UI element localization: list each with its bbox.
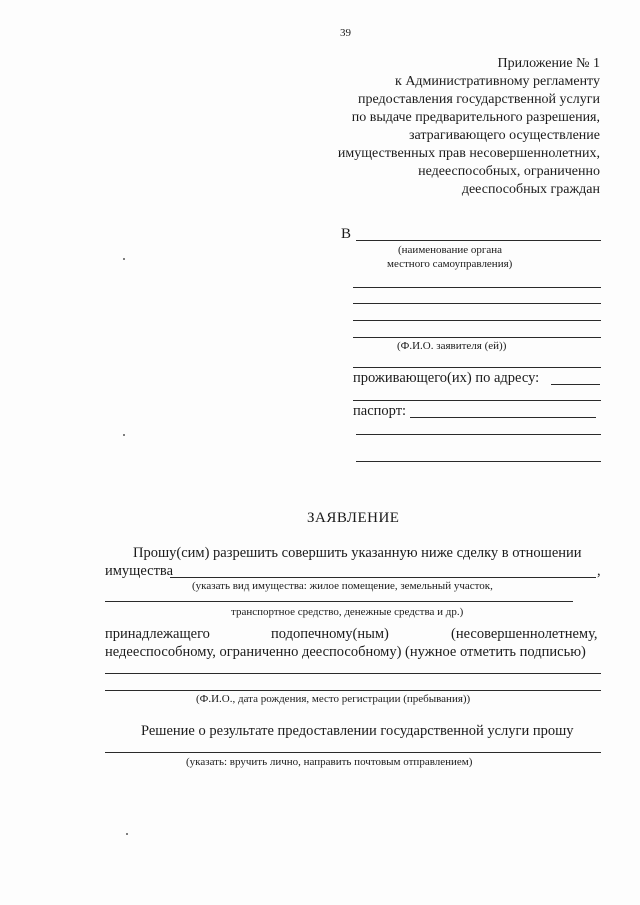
ward-line[interactable] xyxy=(105,690,601,691)
address-label: проживающего(их) по адресу: xyxy=(353,370,540,386)
decision-hint: (указать: вручить лично, направить почтовым отправлением) xyxy=(186,756,473,768)
passport-label: паспорт: xyxy=(353,403,407,419)
passport-line[interactable] xyxy=(356,434,601,435)
fio-line[interactable] xyxy=(353,320,601,321)
request-line: Прошу(сим) разрешить совершить указанную ниже сделку в отношении xyxy=(133,545,582,561)
property-hint: (указать вид имущества: жилое помещение, земельный участок, xyxy=(192,580,493,592)
appendix-line: затрагивающего осуществление xyxy=(409,128,600,143)
organ-line[interactable] xyxy=(356,240,601,241)
fio-hint: (Ф.И.О. заявителя (ей)) xyxy=(397,340,507,352)
decision-line: Решение о результате предоставлении государственной услуги прошу xyxy=(141,723,574,739)
fio-line[interactable] xyxy=(353,367,601,368)
ward-hint: (Ф.И.О., дата рождения, место регистрации (пребывания)) xyxy=(196,693,471,705)
fio-line[interactable] xyxy=(353,337,601,338)
page-number: 39 xyxy=(340,27,351,39)
property-line[interactable] xyxy=(105,601,573,602)
decision-line-blank[interactable] xyxy=(105,752,601,753)
appendix-line: имущественных прав несовершеннолетних, xyxy=(337,146,600,161)
fio-line[interactable] xyxy=(353,287,601,288)
appendix-line: предоставления государственной услуги xyxy=(358,92,600,107)
appendix-line: недееспособных, ограниченно xyxy=(418,164,600,179)
appendix-line: к Административному регламенту xyxy=(395,74,600,89)
ward-line[interactable] xyxy=(105,673,601,674)
organ-hint: (наименование органа xyxy=(398,244,503,256)
property-hint: транспортное средство, денежные средства и др.) xyxy=(231,606,464,618)
scan-speck xyxy=(123,258,125,260)
appendix-line: дееспособных граждан xyxy=(461,182,600,197)
property-line[interactable] xyxy=(170,577,596,578)
address-line[interactable] xyxy=(353,400,601,401)
fio-line[interactable] xyxy=(353,303,601,304)
scan-speck xyxy=(126,833,128,835)
statement-title: ЗАЯВЛЕНИЕ xyxy=(307,510,400,526)
to-prefix: В xyxy=(341,226,352,242)
owner-word: подопечному(ным) xyxy=(271,626,389,642)
address-line[interactable] xyxy=(551,384,600,385)
property-label: имущества xyxy=(105,563,174,579)
passport-line[interactable] xyxy=(410,417,596,418)
organ-hint: местного самоуправления) xyxy=(387,258,513,270)
passport-line[interactable] xyxy=(356,461,601,462)
appendix-title: Приложение № 1 xyxy=(497,56,600,71)
appendix-line: по выдаче предварительного разрешения, xyxy=(351,110,600,125)
scan-speck xyxy=(123,434,125,436)
owner-word: (несовершеннолетнему, xyxy=(451,626,598,642)
owner-word: принадлежащего xyxy=(105,626,210,642)
owner-line: недееспособному, ограниченно дееспособному) (нужное отметить подписью) xyxy=(105,644,586,660)
property-comma: , xyxy=(597,563,601,579)
